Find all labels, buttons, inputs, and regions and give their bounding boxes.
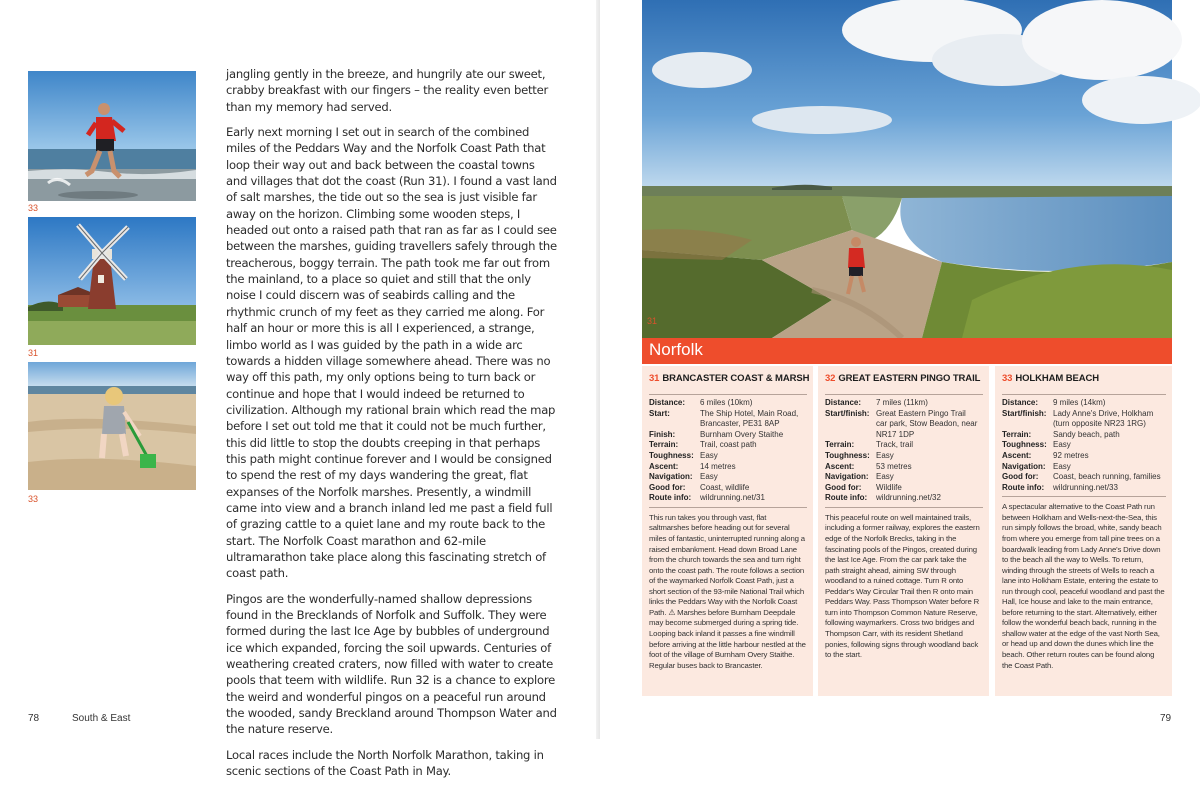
fact-label: Terrain: bbox=[1002, 429, 1032, 439]
route-box bbox=[818, 366, 989, 696]
route-info-link[interactable]: wildrunning.net/32 bbox=[876, 493, 941, 503]
windmill-photo bbox=[28, 217, 196, 345]
fact-label: Distance: bbox=[825, 398, 862, 407]
photo-caption: 31 bbox=[647, 316, 658, 326]
fact-label: Toughness: bbox=[649, 450, 694, 460]
fact-value: Wildlife bbox=[876, 482, 902, 492]
fact-label: Route info: bbox=[825, 493, 868, 503]
route-box bbox=[642, 366, 813, 696]
fact-label: Toughness: bbox=[825, 450, 870, 460]
fact-label: Ascent: bbox=[1002, 450, 1032, 460]
route-title: 31 BRANCASTER COAST & MARSH bbox=[649, 373, 810, 384]
child-on-beach-photo bbox=[28, 362, 196, 490]
fact-label: Good for: bbox=[649, 482, 686, 492]
fact-label: Distance: bbox=[649, 398, 686, 407]
left-page bbox=[0, 0, 600, 779]
fact-value: 92 metres bbox=[1053, 450, 1089, 460]
route-title: 32 GREAT EASTERN PINGO TRAIL bbox=[825, 373, 981, 384]
main-article-text bbox=[226, 66, 558, 788]
fact-value: Great Eastern Pingo Trail car park, Stow Beadon, near NR17 1DP bbox=[876, 408, 978, 439]
fact-value: 7 miles (11km) bbox=[876, 398, 928, 407]
route-facts bbox=[649, 394, 807, 508]
fact-label: Terrain: bbox=[649, 440, 679, 450]
route-description: This peaceful route on well maintained trails, including a former railway, explores the eastern edge of the Norfolk Brecks, taking in the fascinating pools of the Pingos, created during the last Ice Age. From the car park take the path straight ahead, aiming SW through woodland to a ruined cottage. Turn R onto Peddar's Way Circular Trail then R onto main Peddars Way. Pass Thompson Water before R turn into Thompson Common Nature Reserve, following waymarkers. Cross two bridges and Thompson Carr, with its resident Shetland ponies, following signs through woodland back to the start. bbox=[825, 512, 980, 660]
route-description: A spectacular alternative to the Coast Path run between Holkham and Wells-next-the-Sea, this run simply follows the broad, white, sandy beach from where you emerge from tall pine trees on a boardwalk leading from Lady Anne's Drive down to the beach all the way to Wells. To return, winding through the streets of Wells to reach a lane into Holkham Estate, entering the estate to run through cool, peaceful woodland and past the Hall, Ice house and lake to the main entrance, before returning to the start. Alternatively, either follow the wonderful beach back, running in the shallow water at the edge of the vast North Sea, or head up and down the dunes which line the beach. Other return routes can be found along the Coast Path. bbox=[1002, 502, 1165, 670]
article-paragraph: jangling gently in the breeze, and hungrily ate our sweet, crabby breakfast with our fingers – the reality even better than my memory had served. bbox=[226, 67, 548, 114]
fact-label: Navigation: bbox=[649, 472, 693, 482]
runner-on-beach-photo bbox=[28, 71, 196, 201]
fact-value: Track, trail bbox=[876, 440, 914, 450]
fact-label: Route info: bbox=[649, 493, 692, 503]
fact-value: Easy bbox=[876, 450, 894, 460]
fact-label: Toughness: bbox=[1002, 440, 1047, 450]
fact-value: Coast, beach running, families bbox=[1053, 472, 1161, 482]
article-paragraph: Pingos are the wonderfully-named shallow depressions found in the Brecklands of Norfolk and Suffolk. They were formed during the last Ice Age by bubbles of underground ice which expanded, forcing the soil upwards. Centuries of weathering created craters, now filled with water to create pools that teem with wildlife. Run 32 is a chance to explore the weird and wonderful pingos on a peaceful run around the wooded, sandy Breckland around Thompson Water and the nature reserve. bbox=[226, 591, 557, 737]
route-info-link[interactable]: wildrunning.net/31 bbox=[700, 493, 765, 503]
route-facts bbox=[1002, 394, 1166, 497]
region-title: Norfolk bbox=[649, 340, 703, 359]
fact-value: 14 metres bbox=[700, 461, 736, 471]
fact-value: 53 metres bbox=[876, 461, 912, 471]
fact-label: Start/finish: bbox=[825, 408, 870, 418]
fact-value: Easy bbox=[1053, 461, 1071, 471]
fact-label: Ascent: bbox=[825, 461, 855, 471]
fact-value: Easy bbox=[700, 472, 718, 482]
photo-caption: 33 bbox=[28, 203, 39, 213]
fact-value: Easy bbox=[876, 472, 894, 482]
fact-label: Finish: bbox=[649, 429, 676, 439]
fact-value: Trail, coast path bbox=[700, 440, 757, 450]
route-facts bbox=[825, 394, 983, 508]
fact-label: Navigation: bbox=[1002, 461, 1046, 471]
photo-caption: 31 bbox=[28, 348, 39, 358]
page-number: 78 bbox=[28, 713, 40, 724]
article-paragraph: Early next morning I set out in search of the combined miles of the Peddars Way and the Norfolk Coast Path that loop their way out and back between the coastal towns and villages that dot the coast (Run 31). I found a vast land of salt marshes, the tide out so the sea is just visible far away on the horizon. Climbing some wooden steps, I headed out onto a raised path that ran as far as I could see between the marshes, guiding travellers safely through the treacherous, boggy terrain. The path took me far out from the mainland, to a place so quiet and still that the only noise I could discern was of seabirds calling and the rhythmic crunch of my feet as they carried me along. For half an hour or more this is all I experienced, a strange, limbo world as I was guided by the path in a wide arc towards a hidden village somewhere ahead. There was no way off this path, my only options being to turn back or continue and hope that I would indeed be returned to civilization. Although my rational brain which read the map before I set out told me that it could not be much further, this did little to stop the doubts creeping in that perhaps this path might continue forever and I would be consigned to spend the rest of my days wandering the great, flat expanses of the Norfolk marshes. Presently, a windmill came into view and a branch inland led me past a field full of grazing cattle to a quiet lane and my route back to the start. The Norfolk Coast marathon and 62-mile ultramarathon take place along this fascinating stretch of coast path. bbox=[226, 125, 557, 581]
fact-value: Easy bbox=[1053, 440, 1071, 450]
fact-label: Start: bbox=[649, 408, 670, 418]
fact-value: The Ship Hotel, Main Road, Brancaster, PE31 8AP bbox=[700, 408, 799, 429]
fact-value: 9 miles (14km) bbox=[1053, 398, 1106, 407]
fact-value: Sandy beach, path bbox=[1053, 429, 1120, 439]
section-name: South & East bbox=[72, 713, 131, 724]
page-number: 79 bbox=[1160, 713, 1172, 724]
fact-value: Burnham Overy Staithe bbox=[700, 429, 784, 439]
route-box bbox=[995, 366, 1172, 696]
fact-value: Coast, wildlife bbox=[700, 482, 750, 492]
fact-label: Ascent: bbox=[649, 461, 679, 471]
fact-label: Good for: bbox=[825, 482, 862, 492]
route-description: This run takes you through vast, flat saltmarshes before heading out for several miles of fantastic, uninterrupted running along a raised embankment. Head down Broad Lane from the church towards the sea and turn right onto the coast path. The route follows a section of the waymarked Norfolk Coast Path, just a short section of the 93-mile National Trail which links the Peddars Way with the Norfolk Coast Path. ⚠ Marshes before Burnham Deepdale may become submerged during a spring tide. Looping back inland it passes a fine windmill before arriving at the little harbour nestled at the foot of the village of Burnham Overy Staithe. Regular buses back to Brancaster. bbox=[649, 512, 806, 670]
fact-label: Navigation: bbox=[825, 472, 869, 482]
fact-value: Lady Anne's Drive, Holkham (turn opposite NR23 1RG) bbox=[1053, 408, 1154, 429]
fact-value: Easy bbox=[700, 450, 718, 460]
photo-caption: 33 bbox=[28, 494, 39, 504]
route-info-link[interactable]: wildrunning.net/33 bbox=[1053, 482, 1118, 492]
fact-label: Good for: bbox=[1002, 472, 1039, 482]
fact-value: 6 miles (10km) bbox=[700, 398, 753, 407]
route-title: 33 HOLKHAM BEACH bbox=[1002, 373, 1100, 384]
marsh-runner-photo bbox=[642, 0, 1172, 338]
fact-label: Terrain: bbox=[825, 440, 855, 450]
fact-label: Route info: bbox=[1002, 482, 1045, 492]
fact-label: Distance: bbox=[1002, 398, 1039, 407]
right-page bbox=[600, 0, 1200, 739]
region-header bbox=[642, 338, 1172, 364]
fact-label: Start/finish: bbox=[1002, 408, 1047, 418]
article-paragraph: Local races include the North Norfolk Marathon, taking in scenic sections of the Coast Path in May. bbox=[226, 747, 544, 779]
